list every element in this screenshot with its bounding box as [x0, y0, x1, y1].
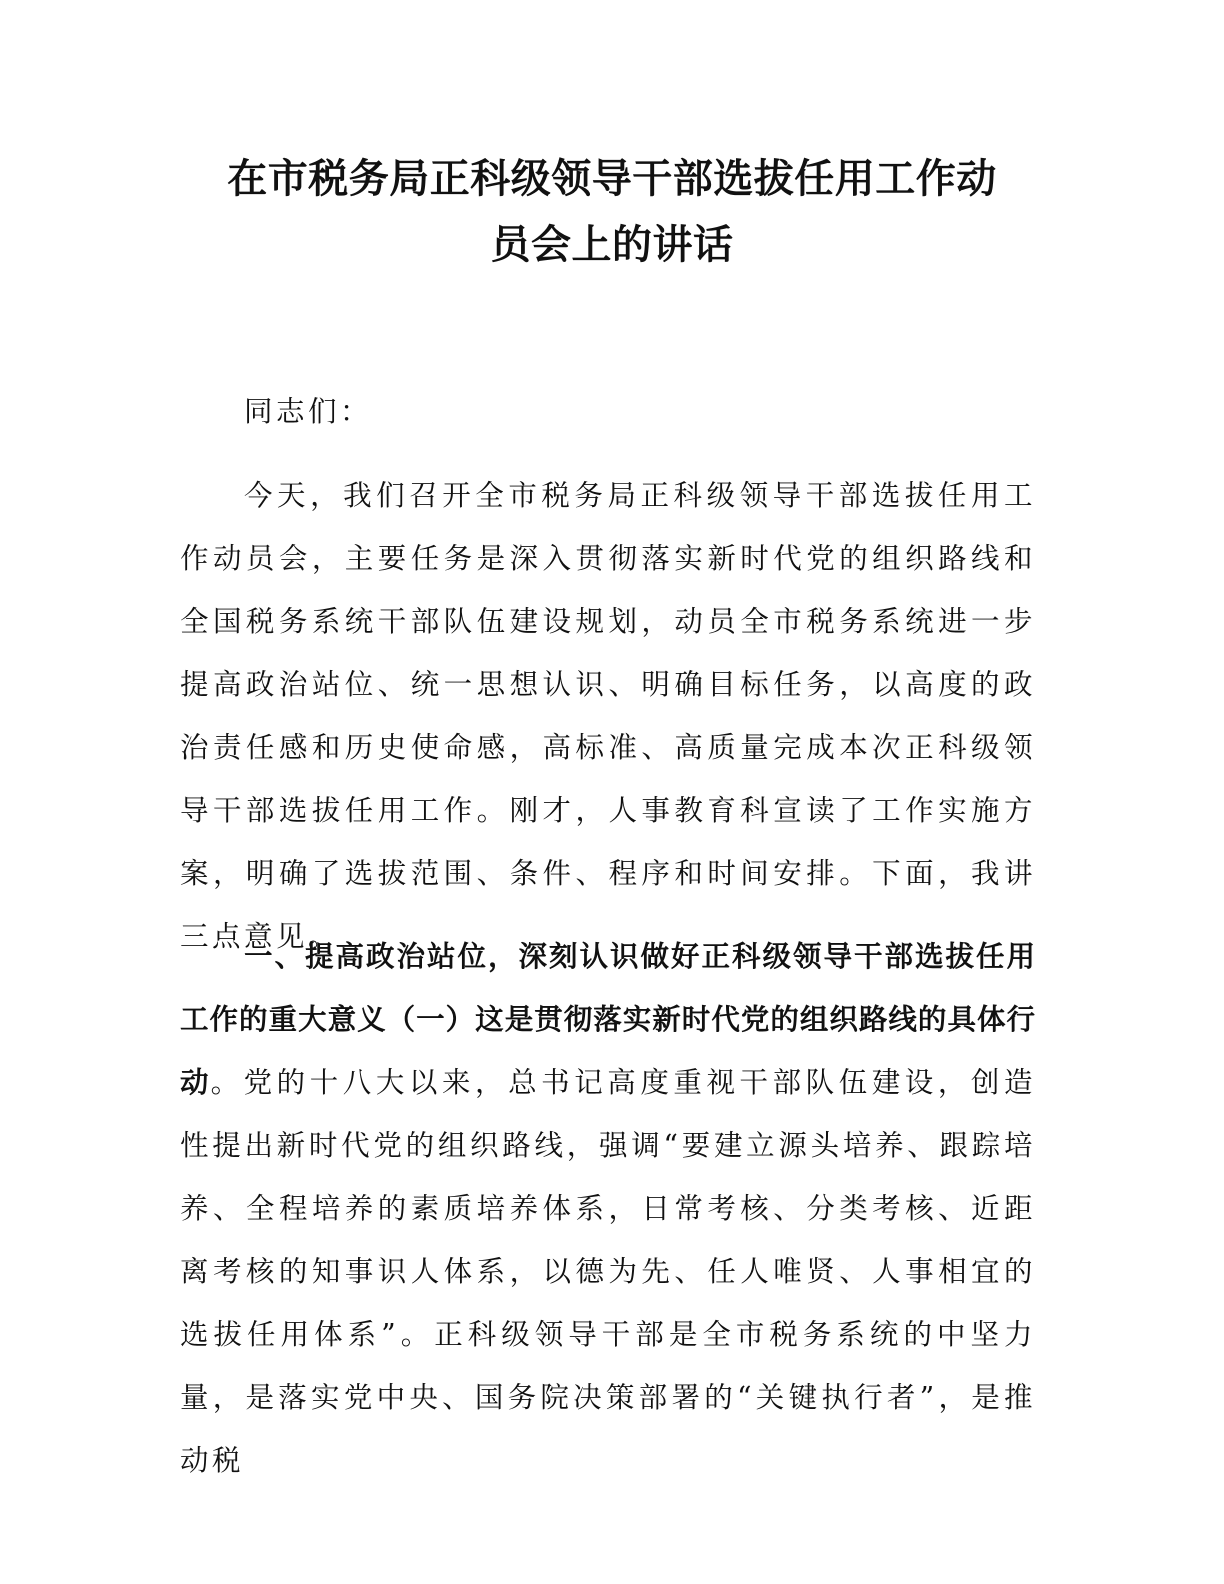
title-line-2: 员会上的讲话	[490, 222, 734, 268]
salutation: 同志们：	[244, 395, 373, 428]
document-title	[150, 146, 1074, 278]
paragraph-section-one	[180, 925, 1036, 1492]
section-heading: 一、提高政治站位，深刻认识做好正科级领导干部选拔任用工作的重大意义（一）这是贯彻落实新时代党的组织路线的具体行动	[180, 940, 1036, 1099]
paragraph-intro: 今天，我们召开全市税务局正科级领导干部选拔任用工作动员会，主要任务是深入贯彻落实新时代党的组织路线和全国税务系统干部队伍建设规划，动员全市税务系统进一步提高政治站位、统一思想认识、明确目标任务，以高度的政治责任感和历史使命感，高标准、高质量完成本次正科级领导干部选拔任用工作。刚才，人事教育科宣读了工作实施方案，明确了选拔范围、条件、程序和时间安排。下面，我讲三点意见。	[180, 479, 1036, 953]
section-body: 。党的十八大以来，总书记高度重视干部队伍建设，创造性提出新时代党的组织路线，强调“要建立源头培养、跟踪培养、全程培养的素质培养体系，日常考核、分类考核、近距离考核的知事识人体系，以德为先、任人唯贤、人事相宜的选拔任用体系”。正科级领导干部是全市税务系统的中坚力量，是落实党中央、国务院决策部署的“关键执行者”，是推动税	[180, 1066, 1036, 1477]
title-line-1: 在市税务局正科级领导干部选拔任用工作动	[227, 156, 997, 202]
